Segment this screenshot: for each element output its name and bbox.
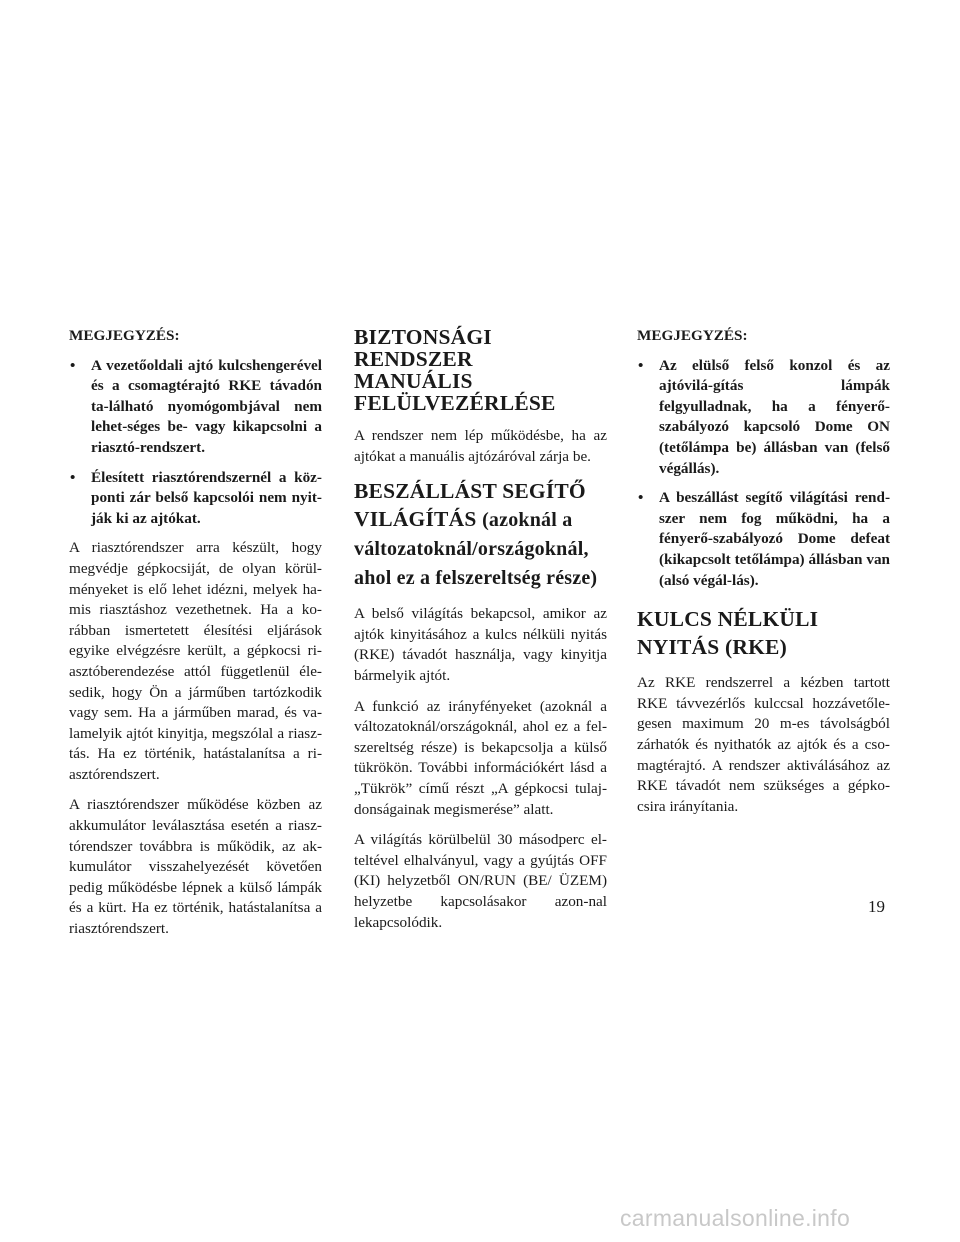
right-column [637, 326, 890, 827]
left-column [69, 326, 322, 950]
note-bullet-list [69, 356, 322, 530]
body-paragraph: A riasztórendszer működése közben az akkumulátor leválasztása esetén a riasz-tórendszer továbbra is működik, az ak-kumulátor visszahelyezését követően pedig működésbe lépnek a külső lámpák és a kürt. Ha ez történik, hatástalanítsa a riasztórendszert. [69, 796, 322, 938]
body-paragraph: A világítás körülbelül 30 másodperc el-teltével elhalványul, vagy a gyújtás OFF (KI) helyzetből ON/RUN (BE/ ÜZEM) helyzetbe kapcsolásakor azon-nal lekapcsolódik. [354, 831, 607, 931]
bullet-icon: • [638, 356, 644, 374]
body-paragraph: Az RKE rendszerrel a kézben tartott RKE távvezérlős kulccsal hozzávetőle-gesen maximum 20 m-es távolságból zárhatók és nyithatók az ajtók és a cso-magtérajtó. A rendszer aktiválásához az RKE távadót nem szükséges a gépko-csira irányítania. [637, 674, 890, 815]
note-bullet-list [637, 356, 890, 592]
page-number: 19 [868, 897, 885, 916]
section-heading-rke: KULCS NÉLKÜLI NYITÁS (RKE) [637, 607, 819, 660]
section-heading-security-override: BIZTONSÁGI RENDSZER MANUÁLIS FELÜLVEZÉRLÉSE [354, 325, 556, 415]
note-title: MEGJEGYZÉS: [69, 327, 180, 344]
bullet-icon: • [70, 468, 76, 486]
body-paragraph: A riasztórendszer arra készült, hogy megvédje gépkocsiját, de olyan körül-ményeket is elő lehet idézni, melyek ha-mis riasztáshoz vezethetnek. Ha a ko-rábban ismertetett élesítési eljárások egyike elvégzésre került, a gépkocsi ri-asztóberendezése attól függetlenül éle-sedik, hogy Ön a járműben tartózkodik vagy sem. Ha a járműben marad, és va-lamelyik ajtót kinyitja, megszólal a riasz-tás. Ha ez történik, hatástalanítsa a ri-asztórendszert. [69, 539, 322, 783]
body-paragraph: A rendszer nem lép működésbe, ha az ajtókat a manuális ajtózáróval zárja be. [354, 427, 607, 465]
note-bullet-item: • A vezetőoldali ajtó kulcshengerével és a csomagtérajtó RKE távadón ta-lálható nyomógombjával nem lehet-séges be- vagy kikapcsolni a riasztó-rendszert. [70, 356, 322, 456]
bullet-icon: • [638, 489, 644, 507]
section-heading-illuminated-entry: BESZÁLLÁST SEGÍTŐ VILÁGÍTÁS (azoknál a változatoknál/országoknál, ahol ez a felszereltség része) [354, 479, 598, 590]
note-bullet-item: • A beszállást segítő világítási rend-szer nem fog működni, ha a fényerő-szabályozó Dome defeat (kikapcsolt tetőlámpa) állásban van (alsó végál-lás). [638, 489, 890, 589]
note-bullet-item: • Élesített riasztórendszernél a köz-ponti zár belső kapcsolói nem nyit-ják ki az ajtókat. [70, 468, 322, 527]
note-title: MEGJEGYZÉS: [637, 327, 748, 344]
bullet-icon: • [70, 356, 76, 374]
body-paragraph: A belső világítás bekapcsol, amikor az ajtók kinyitásához a kulcs nélküli nyitás (RKE) távadót használja, vagy kinyitja bármelyik ajtót. [354, 605, 607, 684]
body-paragraph: A funkció az irányfényeket (azoknál a változatoknál/országoknál, ahol ez a fel-szereltség része) is bekapcsolja a külső tükrökön. További információkért lásd a „Tükrök” című részt „A gépkocsi tulaj-donságainak megismerése” alatt. [354, 697, 607, 818]
watermark: carmanualsonline.info [620, 1205, 851, 1231]
middle-column [354, 326, 607, 943]
note-bullet-item: • Az elülső felső konzol és az ajtóvilá-gítás lámpák felgyulladnak, ha a fényerő-szabályozó kapcsoló Dome ON (tetőlámpa be) állásban van (felső végállás). [638, 356, 890, 477]
